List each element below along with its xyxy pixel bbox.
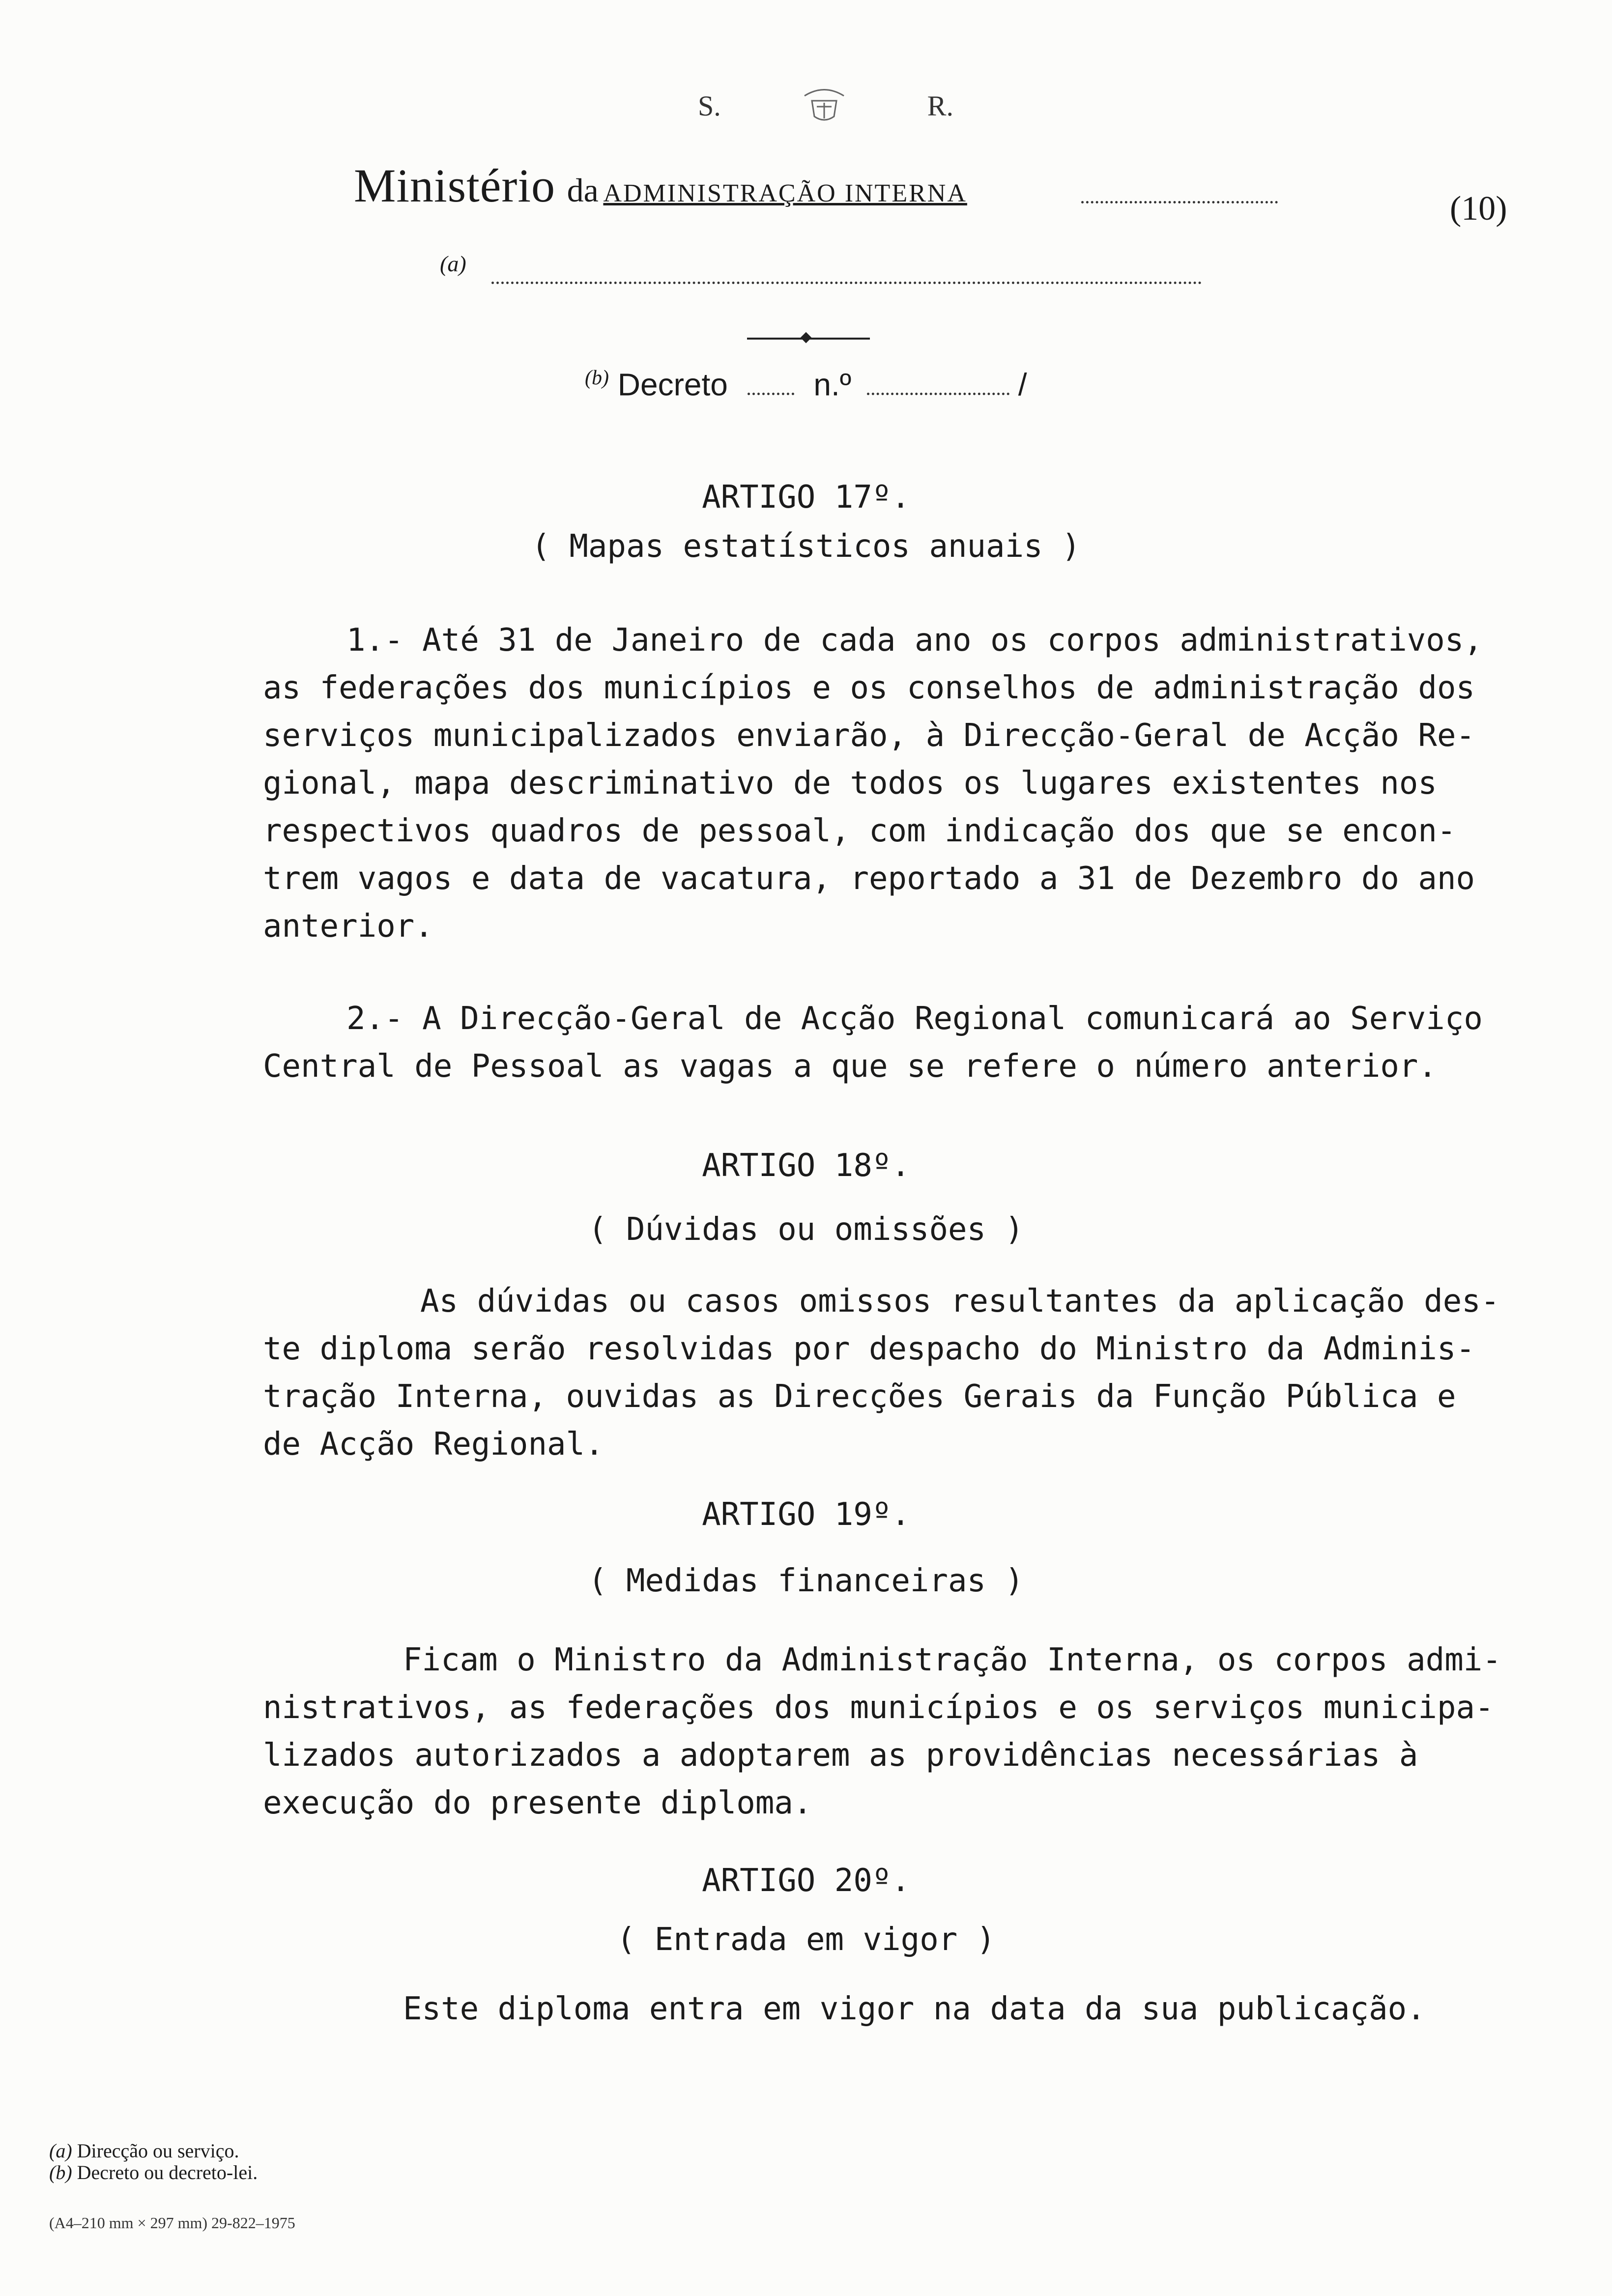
decree-type-dots <box>748 393 794 395</box>
service-footnote-mark: (a) <box>440 251 466 276</box>
paragraph-line: anterior. <box>263 908 433 945</box>
service-line <box>440 251 1202 290</box>
crest-letter-right: R. <box>927 89 953 122</box>
service-fill-dots <box>491 282 1202 284</box>
paragraph-line: Este diploma entra em vigor na data da sua publicação. <box>403 1991 1426 2027</box>
footnote-text: Decreto ou decreto-lei. <box>77 2161 258 2183</box>
footnote-b <box>49 2162 258 2183</box>
article-18-subtitle: ( Dúvidas ou omissões ) <box>588 1211 1024 1248</box>
footnote-mark: (a) <box>49 2140 72 2162</box>
form-code: (A4–210 mm × 297 mm) 29-822–1975 <box>49 2214 295 2232</box>
paragraph-line: tração Interna, ouvidas as Direcções Gerais da Função Pública e <box>263 1378 1456 1415</box>
paragraph-line: 2.- A Direcção-Geral de Acção Regional comunicará ao Serviço <box>346 1001 1483 1037</box>
article-17-heading: ARTIGO 17º. <box>702 479 910 516</box>
article-20-heading: ARTIGO 20º. <box>702 1863 910 1899</box>
paragraph-line: trem vagos e data de vacatura, reportado a 31 de Dezembro do ano <box>263 861 1475 897</box>
paragraph-line: as federações dos municípios e os conselhos de administração dos <box>263 670 1475 706</box>
ornamental-divider <box>747 333 870 343</box>
paragraph-line: nistrativos, as federações dos municípios e os serviços municipa- <box>263 1690 1494 1726</box>
paragraph-line: respectivos quadros de pessoal, com indicação dos que se encon- <box>263 813 1456 849</box>
decree-label: Decreto <box>617 367 728 402</box>
article-17-subtitle: ( Mapas estatísticos anuais ) <box>531 528 1081 565</box>
footnote-text: Direcção ou serviço. <box>77 2140 239 2162</box>
divider-diamond-icon <box>801 332 812 344</box>
page-number: (10) <box>1450 190 1507 228</box>
crest-letter-left: S. <box>698 89 721 122</box>
article-19-paragraph <box>263 1636 1585 1827</box>
ministry-label: Ministério <box>354 159 555 212</box>
article-17-paragraph-1 <box>263 617 1585 950</box>
paragraph-line: te diploma serão resolvidas por despacho do Ministro da Adminis- <box>263 1331 1475 1367</box>
decree-number-label: n.º <box>813 367 852 402</box>
paragraph-line: Central de Pessoal as vagas a que se refere o número anterior. <box>263 1048 1437 1085</box>
footnotes <box>49 2140 258 2183</box>
decree-close: / <box>1018 367 1027 402</box>
paragraph-line: lizados autorizados a adoptarem as providências necessárias à <box>263 1737 1418 1774</box>
letterhead-crest <box>698 79 953 133</box>
ministry-fill-dots <box>1081 201 1278 203</box>
article-20-paragraph <box>263 1985 1585 2033</box>
ministry-line <box>354 158 1278 212</box>
paragraph-line: 1.- Até 31 de Janeiro de cada ano os corpos administrativos, <box>346 622 1483 659</box>
ministry-name: ADMINISTRAÇÃO INTERNA <box>603 179 967 207</box>
ministry-prefix: da <box>567 172 599 209</box>
decree-line <box>585 366 1076 410</box>
paragraph-line: gional, mapa descriminativo de todos os lugares existentes nos <box>263 765 1437 802</box>
article-17-paragraph-2 <box>263 995 1585 1091</box>
article-20-subtitle: ( Entrada em vigor ) <box>616 1922 996 1958</box>
paragraph-line: de Acção Regional. <box>263 1426 604 1463</box>
paragraph-line: As dúvidas ou casos omissos resultantes da aplicação des- <box>420 1283 1500 1320</box>
decree-number-dots <box>867 393 1009 395</box>
article-18-paragraph <box>263 1278 1585 1468</box>
footnote-mark: (b) <box>49 2161 72 2183</box>
paragraph-line: execução do presente diploma. <box>263 1785 812 1821</box>
footnote-a <box>49 2140 258 2162</box>
article-19-heading: ARTIGO 19º. <box>702 1496 910 1533</box>
paragraph-line: serviços municipalizados enviarão, à Direcção-Geral de Acção Re- <box>263 718 1475 754</box>
paragraph-line: Ficam o Ministro da Administração Interna, os corpos admi- <box>403 1642 1501 1678</box>
article-19-subtitle: ( Medidas financeiras ) <box>588 1563 1024 1599</box>
decree-footnote-mark: (b) <box>585 367 609 389</box>
coat-of-arms-icon <box>795 86 854 125</box>
article-18-heading: ARTIGO 18º. <box>702 1148 910 1184</box>
